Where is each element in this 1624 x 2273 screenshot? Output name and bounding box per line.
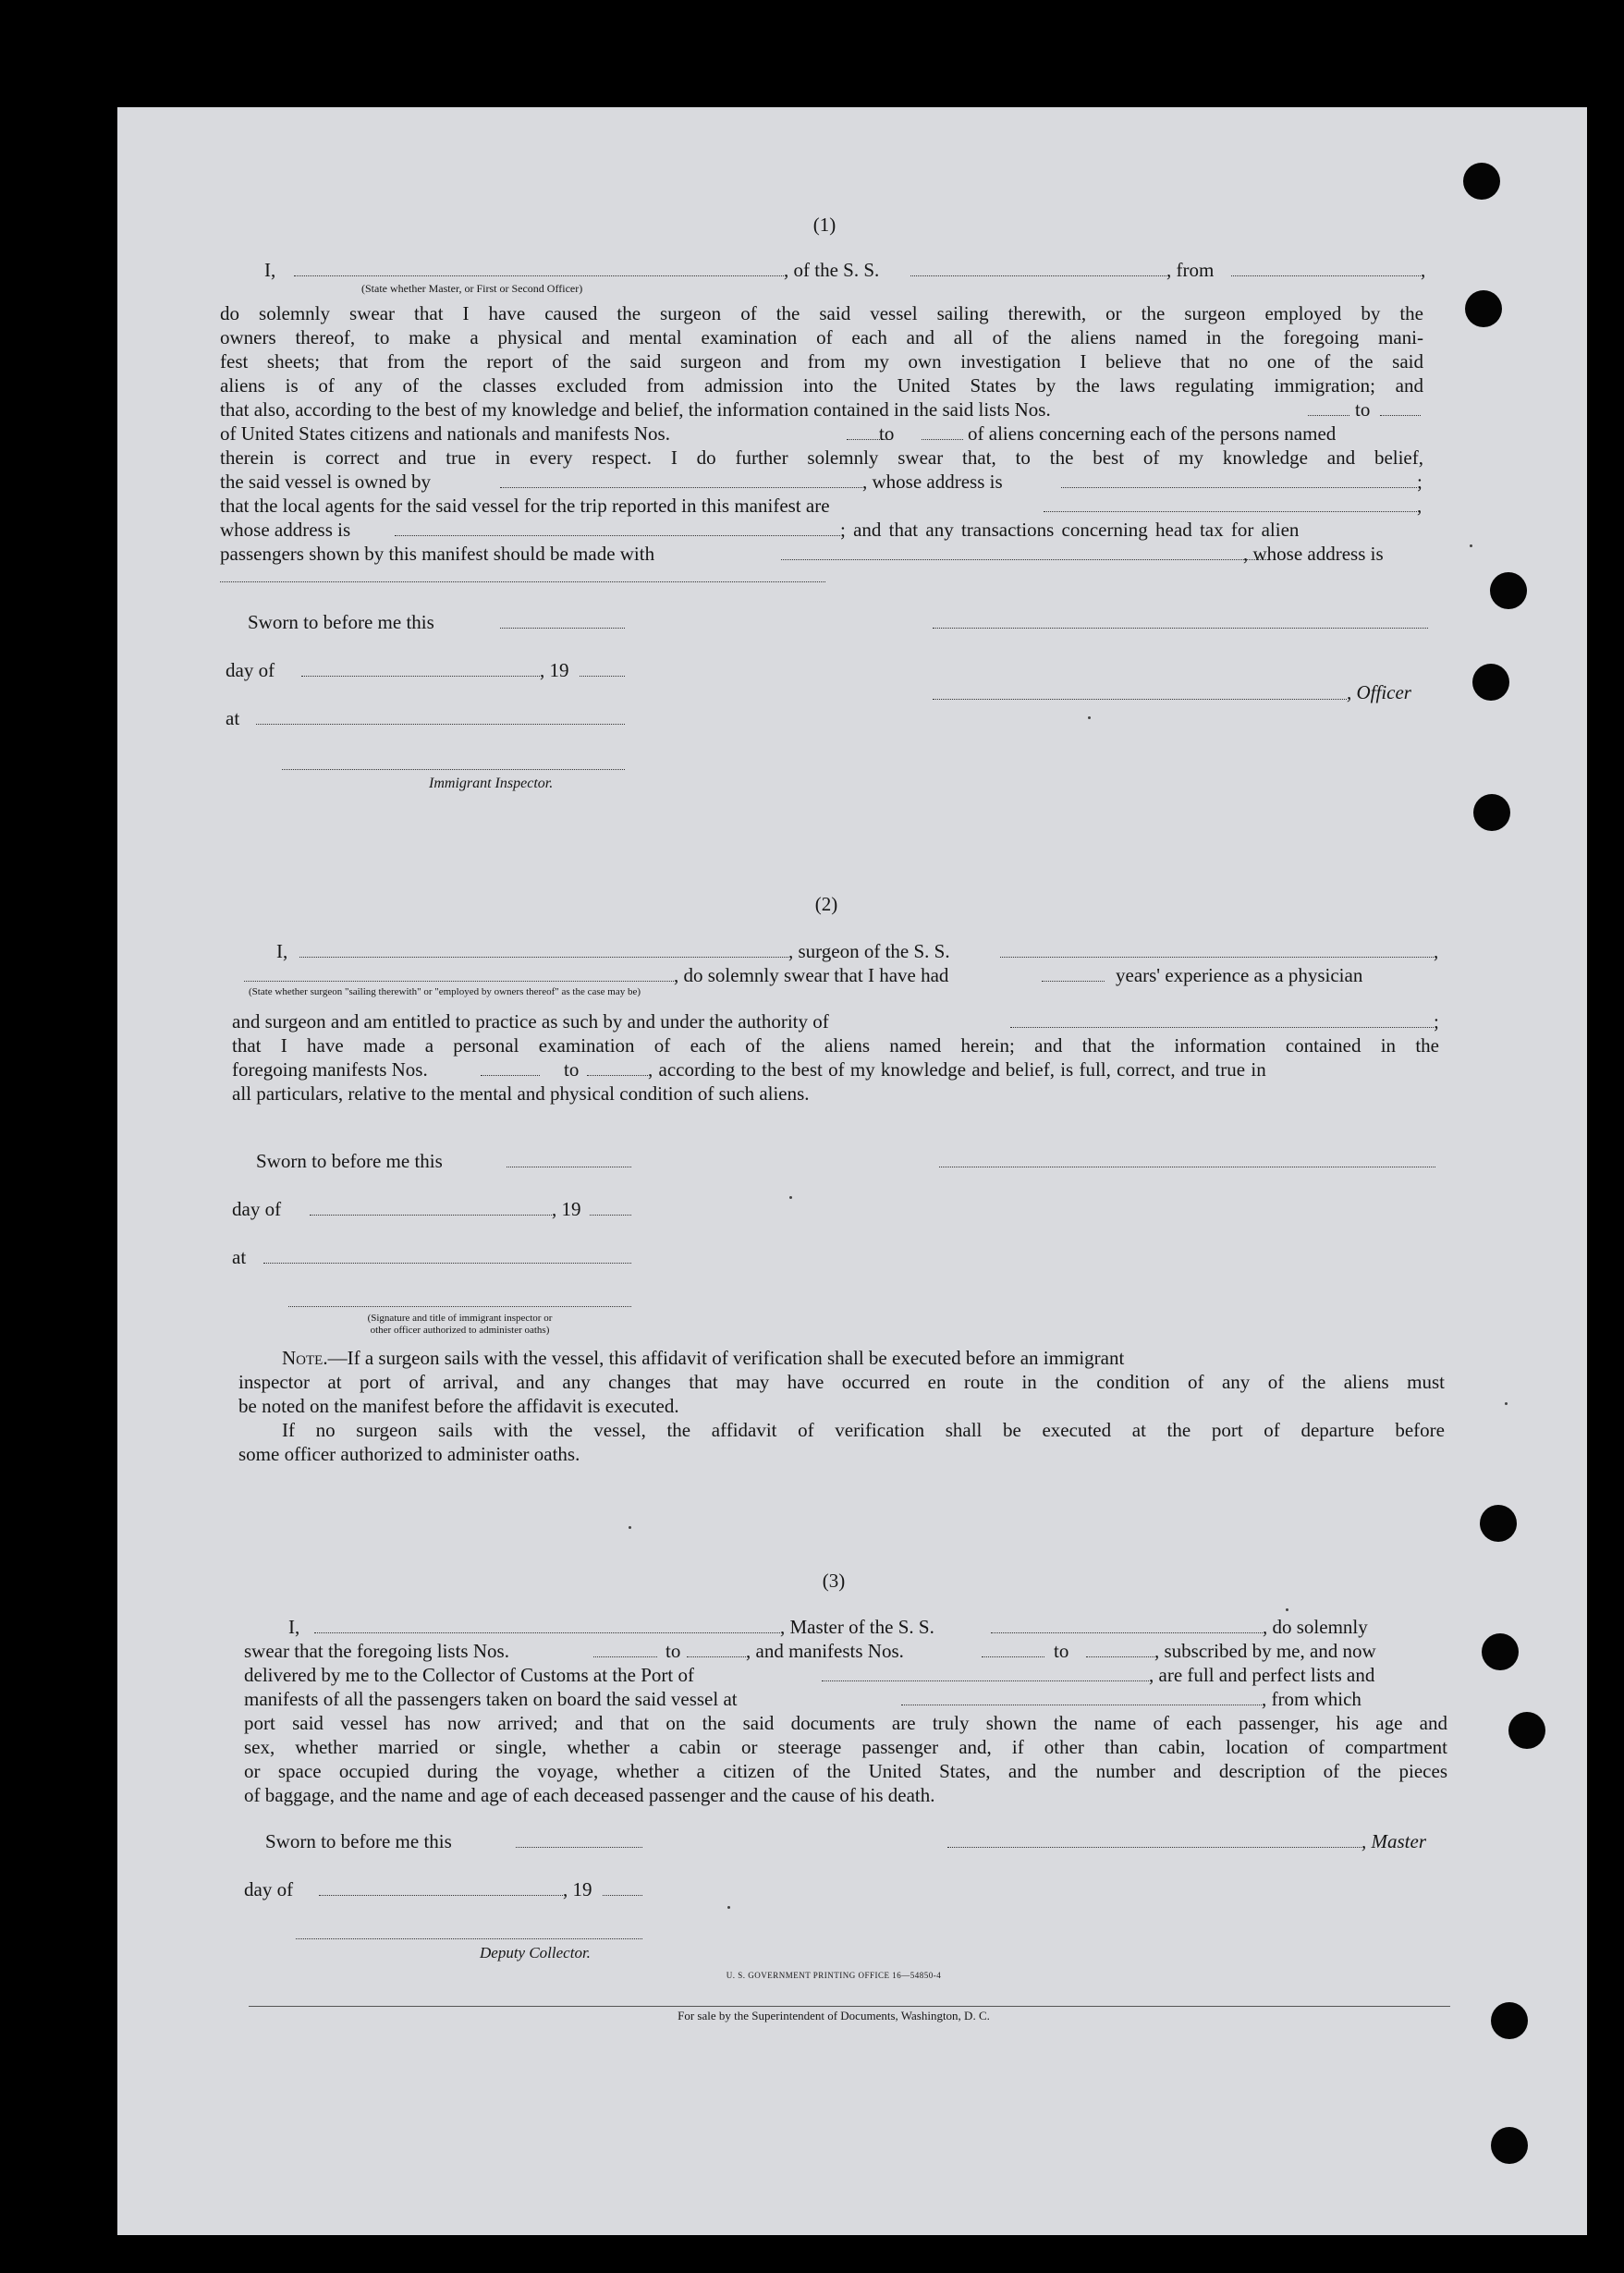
s2-comma: , [1434,940,1439,962]
s1-from-label: , from [1166,259,1215,281]
s2-year-label: , 19 [552,1198,581,1220]
s3-month-field[interactable] [319,1895,563,1896]
s2-authority-label: and surgeon and am entitled to practice as such by and under the authority of [232,1010,829,1033]
scan-speck [1505,1402,1508,1405]
footer-rule [249,2006,1450,2007]
s2-year-field[interactable] [590,1215,631,1216]
s2-day-of-label: day of [232,1198,282,1220]
s1-agents-field[interactable] [1044,511,1417,512]
s1-manifests-rest: of aliens concerning each of the persons named [968,422,1337,445]
s1-owner-address-label: , whose address is [862,470,1003,493]
s2-authority-field[interactable] [1010,1027,1434,1028]
s3-lists-label: swear that the foregoing lists Nos. [244,1640,509,1662]
s1-owned-label: the said vessel is owned by [220,470,432,493]
s2-note-label: Note. [282,1347,328,1369]
s2-manifests-to-label: to [564,1058,580,1081]
s2-sworn-label: Sworn to before me this [256,1150,443,1172]
s2-surgeon-of-ss-label: , surgeon of the S. S. [788,940,950,962]
s2-at-place-field[interactable] [263,1263,631,1264]
punch-hole [1472,664,1509,701]
punch-hole [1480,1505,1517,1542]
s1-sworn-label: Sworn to before me this [248,611,434,633]
s2-i-label: I, [276,940,288,962]
s1-i-label: I, [264,259,276,281]
s2-semicolon: ; [1434,1010,1439,1033]
s2-years-field[interactable] [1042,981,1105,982]
scan-speck [727,1906,730,1909]
printer-imprint: U. S. GOVERNMENT PRINTING OFFICE 16—54850-4 [726,1971,942,1980]
scan-speck [1470,544,1472,547]
s2-manifests-to-field[interactable] [587,1075,648,1076]
s1-owner-field[interactable] [500,487,862,488]
s1-head-tax-party-field[interactable] [781,559,1268,560]
s1-agents-label: that the local agents for the said vessel for the trip reported in this manifest are [220,495,830,517]
punch-hole [1465,290,1502,327]
s1-officer-signature-field[interactable] [933,628,1428,629]
s3-year-label: , 19 [563,1878,592,1900]
punch-hole [1491,2002,1528,2039]
s3-body-line: or space occupied during the voyage, whether a citizen of the United States, and the number and description of the pieces [244,1760,1447,1782]
s3-master-name-field[interactable] [314,1632,780,1633]
s1-body-line: therein is correct and true in every respect. I do further solemnly swear that, to the best of my knowledge and belief, [220,446,1423,469]
s3-body-line: sex, whether married or single, whether a cabin or steerage passenger and, if other than cabin, location of compartment [244,1736,1447,1758]
s2-body-line: that I have made a personal examination of each of the aliens named herein; and that the information contained in the [232,1034,1439,1057]
punch-hole [1508,1712,1545,1749]
s3-body-line: of baggage, and the name and age of each deceased passenger and the cause of his death. [244,1784,935,1806]
s1-head-tax-address-field[interactable] [220,581,825,582]
s1-agents-address-field[interactable] [395,535,840,536]
s1-comma: , [1417,495,1423,517]
s3-lists-to-field[interactable] [687,1656,746,1657]
s1-sworn-date-field[interactable] [500,628,625,629]
s2-manifests-label: foregoing manifests Nos. [232,1058,428,1081]
s3-solemnly-label: , do solemnly [1263,1616,1368,1638]
s2-physician-label: years' experience as a physician [1116,964,1363,986]
scan-speck [1286,1608,1288,1611]
s1-day-of-label: day of [226,659,275,681]
s1-year-field[interactable] [580,676,625,677]
s3-lists-to-label: to [665,1640,681,1662]
s3-day-of-label: day of [244,1878,294,1900]
s1-year-label: , 19 [540,659,569,681]
s3-master-signature-field[interactable] [947,1847,1361,1848]
s1-inspector-label: Immigrant Inspector. [429,776,554,791]
s1-comma: , [1421,259,1426,281]
s1-head-tax-address-label: , whose address is [1243,543,1384,565]
s2-body-line: all particulars, relative to the mental and physical condition of such aliens. [232,1082,810,1105]
s1-head-tax-label: passengers shown by this manifest should be made with [220,543,655,565]
s2-surgeon-name-field[interactable] [299,957,788,958]
s3-manifests-to-label: to [1054,1640,1069,1662]
s1-officer-label: , Officer [1347,681,1411,703]
s3-from-which-label: , from which [1262,1688,1361,1710]
s1-manifests-to-label: to [879,422,895,445]
scan-speck [789,1196,792,1199]
section-3-number: (3) [822,1570,846,1592]
s2-note-line: If no surgeon sails with the vessel, the affidavit of verification shall be executed at the port of departure before [282,1419,1445,1441]
s3-manifests-to-field[interactable] [1086,1656,1154,1657]
s1-vessel-name-field[interactable] [910,275,1166,276]
s1-manifests-label: of United States citizens and nationals and manifests Nos. [220,422,670,445]
s2-note-line: be noted on the manifest before the affidavit is executed. [238,1395,679,1417]
s3-year-field[interactable] [603,1895,642,1896]
s3-collector-signature-field[interactable] [296,1938,642,1939]
punch-hole [1490,572,1527,609]
s1-agents-address-label: whose address is [220,519,351,541]
s1-officer-title-field[interactable] [933,699,1347,700]
s3-sworn-label: Sworn to before me this [265,1830,452,1852]
s3-manifests-label: , and manifests Nos. [746,1640,904,1662]
s2-at-label: at [232,1246,247,1268]
s2-vessel-name-field[interactable] [1000,957,1434,958]
s3-subscribed-label: , subscribed by me, and now [1154,1640,1376,1662]
scan-speck [1088,716,1091,719]
s1-lists-to-label: to [1355,398,1371,421]
s1-lists-label: that also, according to the best of my knowledge and belief, the information contained in the said lists Nos. [220,398,1051,421]
section-1-number: (1) [812,214,836,236]
s2-experience-label: , do solemnly swear that I have had [674,964,949,986]
s3-boarded-label: manifests of all the passengers taken on board the said vessel at [244,1688,738,1710]
s3-i-label: I, [288,1616,300,1638]
punch-hole [1463,163,1500,200]
s3-master-of-ss-label: , Master of the S. S. [780,1616,934,1638]
s1-lists-to-field[interactable] [1380,415,1421,416]
s3-collector-label: delivered by me to the Collector of Customs at the Port of [244,1664,694,1686]
form-page [117,107,1587,2235]
s1-at-place-field[interactable] [256,724,625,725]
s3-perfect-lists-label: , are full and perfect lists and [1149,1664,1375,1686]
s3-vessel-name-field[interactable] [991,1632,1263,1633]
s3-body-line: port said vessel has now arrived; and that on the said documents are truly shown the name of each passenger, his age and [244,1712,1447,1734]
s1-body-line: owners thereof, to make a physical and mental examination of each and all of the aliens named in the foregoing mani- [220,326,1423,348]
s1-inspector-signature-field[interactable] [282,769,625,770]
s1-officer-rank-field[interactable] [294,275,784,276]
s3-port-field[interactable] [822,1680,1149,1681]
scan-speck [629,1526,631,1529]
s1-owner-address-field[interactable] [1061,487,1417,488]
s2-note-text: —If a surgeon sails with the vessel, this affidavit of verification shall be executed before an immigrant [327,1347,1125,1369]
s2-status-hint: (State whether surgeon "sailing therewith" or "employed by owners thereof" as the case may be) [249,986,641,997]
punch-hole [1482,1633,1519,1670]
s2-note-line: inspector at port of arrival, and any changes that may have occurred en route in the condition of any of the aliens must [238,1371,1445,1393]
sale-notice: For sale by the Superintendent of Documents, Washington, D. C. [678,2009,990,2022]
s1-head-tax-text: ; and that any transactions concerning head tax for alien [840,519,1300,541]
s2-signature-hint: other officer authorized to administer oaths) [370,1325,550,1336]
punch-hole [1473,794,1510,831]
s2-signature-hint: (Signature and title of immigrant inspector or [367,1313,553,1324]
s1-manifests-to-field[interactable] [922,439,963,440]
s1-at-label: at [226,707,240,729]
s1-body-line: aliens is of any of the classes excluded from admission into the United States by the laws regulating immigration; and [220,374,1423,397]
s2-surgeon-status-field[interactable] [244,981,674,982]
s1-rank-hint: (State whether Master, or First or Second Officer) [361,282,583,295]
s2-manifests-rest: , according to the best of my knowledge and belief, is full, correct, and true in [648,1058,1266,1081]
s2-month-field[interactable] [310,1215,552,1216]
s2-manifests-from-field[interactable] [481,1075,540,1076]
s1-lists-from-field[interactable] [1308,415,1349,416]
s3-sworn-date-field[interactable] [516,1847,642,1848]
punch-hole [1491,2127,1528,2164]
s3-manifests-from-field[interactable] [982,1656,1044,1657]
s3-master-label: , Master [1361,1830,1426,1852]
s1-from-port-field[interactable] [1231,275,1421,276]
s1-body-line: fest sheets; that from the report of the said surgeon and from my own investigation I believe that no one of the said [220,350,1423,373]
s1-semicolon: ; [1417,470,1423,493]
s2-inspector-signature-field[interactable] [288,1306,631,1307]
s1-of-ss-label: , of the S. S. [784,259,880,281]
s3-lists-from-field[interactable] [593,1656,657,1657]
section-2-number: (2) [814,893,838,915]
s2-note-line: some officer authorized to administer oaths. [238,1443,580,1465]
s3-collector-label: Deputy Collector. [480,1944,591,1961]
s1-body-line: do solemnly swear that I have caused the surgeon of the said vessel sailing therewith, or the surgeon employed by the [220,302,1423,324]
s1-month-field[interactable] [301,676,540,677]
s2-note-line [282,1346,1124,1370]
